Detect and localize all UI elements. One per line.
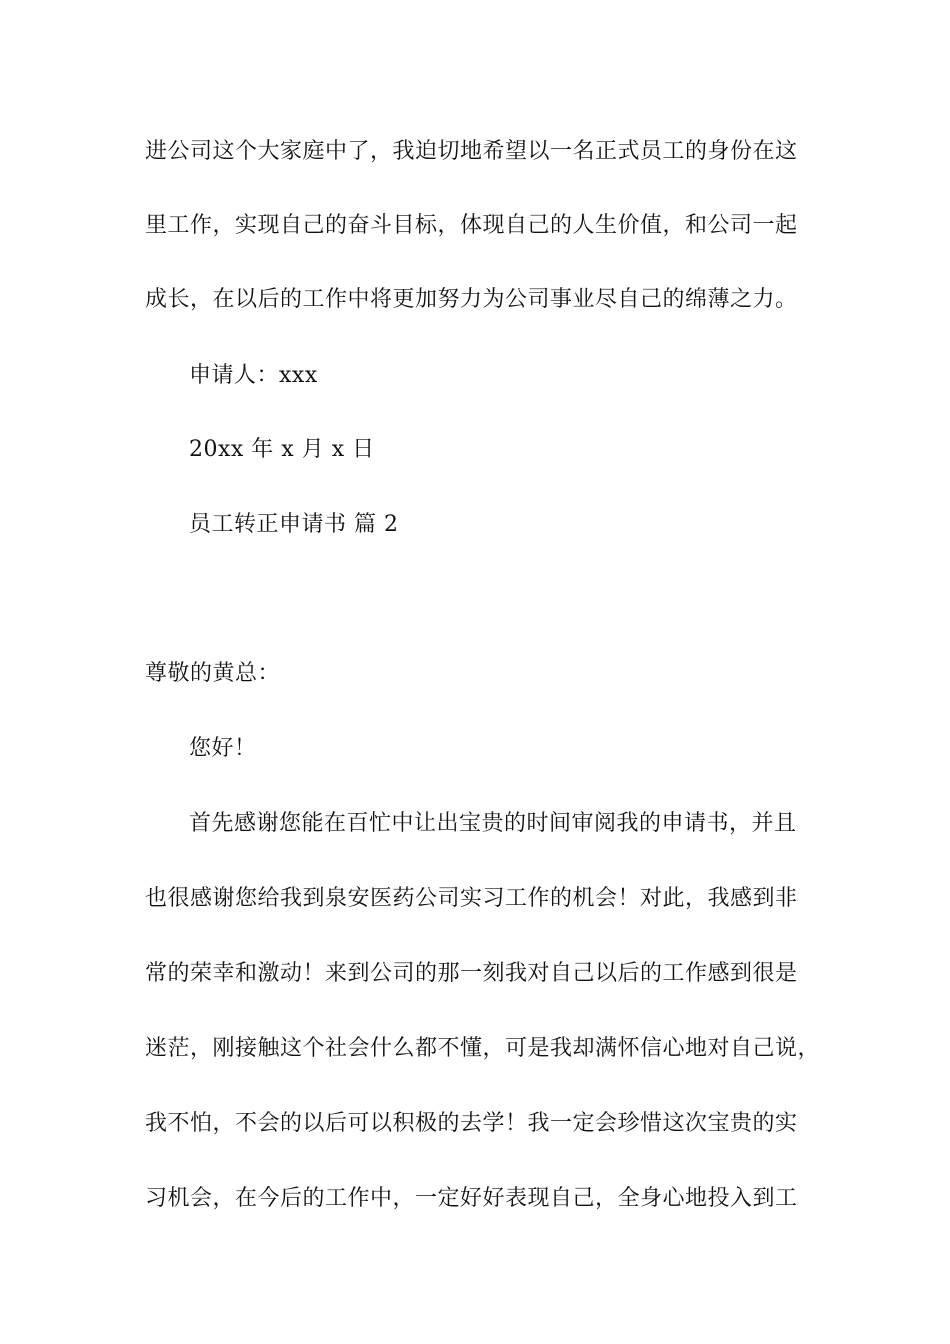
paragraph-line: 迷茫，刚接触这个社会什么都不懂，可是我却满怀信心地对自己说， — [145, 1036, 821, 1061]
date-line: 20xx 年 x 月 x 日 — [189, 437, 375, 462]
paragraph-line: 常的荣幸和激动！来到公司的那一刻我对自己以后的工作感到很是 — [145, 961, 798, 986]
salutation: 尊敬的黄总： — [145, 661, 281, 686]
paragraph-line: 我不怕，不会的以后可以积极的去学！我一定会珍惜这次宝贵的实 — [145, 1111, 798, 1136]
paragraph-line: 里工作，实现自己的奋斗目标，体现自己的人生价值，和公司一起 — [145, 213, 798, 238]
paragraph-line: 进公司这个大家庭中了，我迫切地希望以一名正式员工的身份在这 — [145, 139, 798, 164]
paragraph-line: 也很感谢您给我到泉安医药公司实习工作的机会！对此，我感到非 — [145, 886, 798, 911]
section-title: 员工转正申请书 篇 2 — [189, 512, 399, 537]
paragraph-line: 成长，在以后的工作中将更加努力为公司事业尽自己的绵薄之力。 — [145, 287, 798, 312]
applicant-line: 申请人：xxx — [189, 363, 318, 388]
paragraph-line: 首先感谢您能在百忙中让出宝贵的时间审阅我的申请书，并且 — [189, 811, 797, 836]
greeting: 您好！ — [189, 736, 257, 761]
paragraph-line: 习机会，在今后的工作中，一定好好表现自己，全身心地投入到工 — [145, 1186, 798, 1211]
